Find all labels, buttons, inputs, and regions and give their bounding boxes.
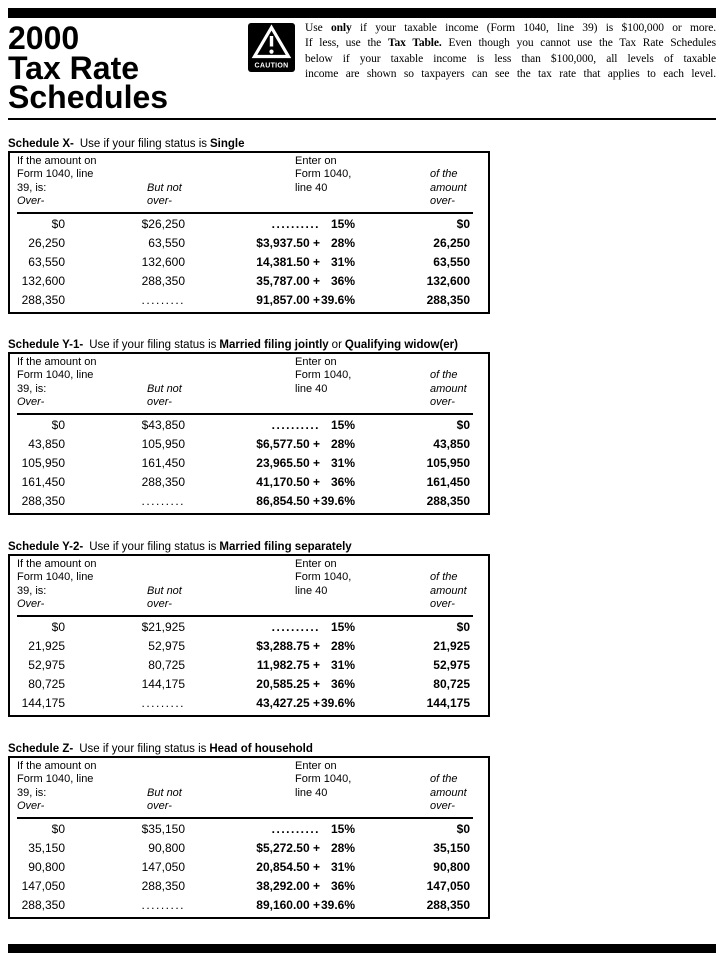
schedule-heading [8,138,608,151]
schedule-section-y1 [8,339,608,508]
col-header-text: 39, is: [17,786,47,799]
col-header-text: line 40 [295,786,328,799]
cell-tax-amount: $5,272.50 + [256,841,320,855]
col-header-enter-on [295,558,351,598]
col-header-text: 39, is: [17,382,47,395]
col-header-text: Enter on [295,558,337,570]
col-header-text: amount [430,181,467,194]
col-header-over [17,155,97,209]
cell-but-not-over: 63,550 [148,236,185,250]
header-rule [17,413,473,415]
schedule-status-2: Qualifying widow(er) [344,339,458,351]
schedule-section-x [8,138,608,307]
table-row [10,839,488,858]
table-row [10,694,488,713]
notice-text: Even though you cannot use the Tax Rate Schedules [441,37,716,50]
cell-tax-amount: 23,965.50 + [256,456,320,470]
cell-but-not-over: $35,150 [141,822,185,836]
col-header-text: Over- [17,195,45,208]
col-header-over [17,356,97,410]
cell-but-not-over: 288,350 [141,475,185,489]
table-row [10,858,488,877]
col-header-text: Form 1040, line [17,571,94,584]
col-header-text: Over- [17,598,45,611]
cell-but-not-over: 288,350 [141,879,185,893]
table-body [10,820,488,915]
cell-over: 63,550 [28,255,65,269]
cell-over: 147,050 [21,879,65,893]
col-header-enter-on [295,760,351,800]
cell-tax-amount: $6,577.50 + [256,437,320,451]
cell-over: 288,350 [21,898,65,912]
schedule-status-conjunction: or [331,339,342,351]
cell-tax-amount: 35,787.00 + [256,274,320,288]
cell-over: 43,850 [28,437,65,451]
document-title [8,20,169,115]
table-row [10,291,488,310]
schedule-name: Schedule Z- [8,743,74,755]
table-row [10,454,488,473]
table-row [10,253,488,272]
cell-but-not-over: 144,175 [141,677,185,691]
cell-tax-rate: 39.6% [320,696,355,710]
cell-of-amount-over: 35,150 [433,841,470,855]
schedule-section-y2 [8,541,608,710]
schedule-heading [8,339,608,352]
col-header-text: Form 1040, [295,168,352,181]
cell-of-amount-over: 132,600 [426,274,470,288]
cell-over: 144,175 [21,696,65,710]
col-header-text: line 40 [295,584,328,597]
col-header-over [17,760,97,814]
header-rule [17,817,473,819]
cell-over: 52,975 [28,658,65,672]
tax-rate-table [8,151,490,314]
schedule-status: Single [210,138,245,150]
cell-tax-amount: $3,288.75 + [256,639,320,653]
cell-tax-amount: 14,381.50 + [256,255,320,269]
col-header-text: of the [430,773,458,786]
col-header-text: Form 1040, [295,773,352,786]
schedule-intro: Use if your filing status is [89,541,217,553]
col-header-text: of the [430,571,458,584]
caution-label: CAUTION [254,62,289,70]
cell-over: 90,800 [28,860,65,874]
col-header-text: Form 1040, line [17,773,94,786]
cell-tax-rate: 36% [330,274,355,288]
table-row [10,820,488,839]
cell-tax-rate: 28% [330,236,355,250]
table-header [10,153,488,214]
cell-over: 288,350 [21,494,65,508]
col-header-text: amount [430,584,467,597]
cell-of-amount-over: 63,550 [433,255,470,269]
cell-of-amount-over: 288,350 [426,898,470,912]
cell-but-not-over: ......... [141,696,185,710]
tax-rate-table [8,756,490,919]
cell-but-not-over: 105,950 [141,437,185,451]
col-header-text: If the amount on [17,356,97,368]
cell-but-not-over: 90,800 [148,841,185,855]
table-row [10,435,488,454]
cell-but-not-over: $21,925 [141,620,185,634]
cell-over: 105,950 [21,456,65,470]
col-header-of-amount-over [430,168,467,208]
cell-tax-amount: .......... [271,620,320,634]
col-header-but-not-over [147,585,182,612]
cell-of-amount-over: 105,950 [426,456,470,470]
cell-tax-amount: .......... [271,418,320,432]
cell-but-not-over: 288,350 [141,274,185,288]
col-header-text: over- [147,195,172,208]
cell-but-not-over: 147,050 [141,860,185,874]
col-header-text: over- [430,800,455,813]
tax-rate-table [8,352,490,515]
cell-but-not-over: 80,725 [148,658,185,672]
schedule-heading [8,743,608,756]
cell-of-amount-over: 288,350 [426,293,470,307]
cell-tax-amount: 20,854.50 + [256,860,320,874]
cell-of-amount-over: 52,975 [433,658,470,672]
col-header-text: amount [430,786,467,799]
table-row [10,618,488,637]
col-header-text: of the [430,369,458,382]
schedule-status: Head of household [209,743,313,755]
col-header-text: line 40 [295,382,328,395]
schedule-status: Married filing separately [219,541,352,553]
schedule-heading [8,541,608,554]
table-body [10,215,488,310]
table-row [10,416,488,435]
schedule-section-z [8,743,608,912]
notice-text: Use [305,22,331,34]
schedule-name: Schedule X- [8,138,74,150]
cell-over: 80,725 [28,677,65,691]
notice-text: below if your taxable income is less than $100,000, all levels of taxable [305,52,716,65]
table-row [10,637,488,656]
cell-tax-rate: 15% [330,418,355,432]
table-row [10,473,488,492]
cell-tax-rate: 31% [330,456,355,470]
col-header-text: over- [147,396,172,409]
cell-tax-rate: 28% [330,841,355,855]
col-header-text: If the amount on [17,760,97,772]
table-body [10,416,488,511]
table-row [10,234,488,253]
col-header-text: Form 1040, line [17,369,94,382]
col-header-text: But not [147,786,182,799]
cell-but-not-over: 52,975 [148,639,185,653]
notice-line [305,36,716,51]
col-header-of-amount-over [430,571,467,611]
col-header-but-not-over [147,787,182,814]
col-header-of-amount-over [430,773,467,813]
title-year: 2000 [8,20,80,56]
cell-of-amount-over: 144,175 [426,696,470,710]
col-header-text: Enter on [295,356,337,368]
cell-over: 161,450 [21,475,65,489]
col-header-text: If the amount on [17,558,97,570]
col-header-text: line 40 [295,181,328,194]
table-body [10,618,488,713]
table-row [10,675,488,694]
header-rule [17,615,473,617]
table-header [10,758,488,819]
schedule-intro: Use if your filing status is [89,339,217,351]
col-header-text: Over- [17,800,45,813]
cell-over: 132,600 [21,274,65,288]
table-row [10,215,488,234]
cell-over: 21,925 [28,639,65,653]
col-header-text: But not [147,181,182,194]
cell-of-amount-over: 161,450 [426,475,470,489]
cell-over: 35,150 [28,841,65,855]
cell-of-amount-over: 147,050 [426,879,470,893]
cell-over: $0 [51,822,65,836]
col-header-text: over- [430,598,455,611]
cell-tax-amount: 38,292.00 + [256,879,320,893]
table-row [10,656,488,675]
cell-tax-rate: 28% [330,639,355,653]
cell-of-amount-over: $0 [456,418,470,432]
col-header-text: amount [430,382,467,395]
cell-but-not-over: ......... [141,898,185,912]
cell-over: $0 [51,418,65,432]
cell-tax-amount: $3,937.50 + [256,236,320,250]
table-header [10,354,488,415]
cell-tax-amount: .......... [271,217,320,231]
col-header-text: over- [430,195,455,208]
col-header-text: If the amount on [17,155,97,167]
table-header [10,556,488,617]
cell-tax-rate: 28% [330,437,355,451]
cell-over: 26,250 [28,236,65,250]
cell-of-amount-over: 80,725 [433,677,470,691]
cell-of-amount-over: 90,800 [433,860,470,874]
cell-tax-rate: 39.6% [320,293,355,307]
cell-tax-amount: .......... [271,822,320,836]
notice-text: income are shown so taxpayers can see the tax rate that applies to each level. [305,67,716,80]
cell-tax-rate: 36% [330,475,355,489]
schedule-status: Married filing jointly [219,339,329,351]
cell-tax-amount: 43,427.25 + [256,696,320,710]
col-header-text: Form 1040, [295,571,352,584]
cell-of-amount-over: $0 [456,217,470,231]
col-header-text: over- [147,800,172,813]
title-rule [8,118,716,120]
cell-tax-rate: 15% [330,822,355,836]
cell-over: $0 [51,620,65,634]
notice-bold-text: only [330,22,352,34]
col-header-text: Enter on [295,760,337,772]
cell-tax-amount: 20,585.25 + [256,677,320,691]
cell-tax-rate: 31% [330,860,355,874]
col-header-text: Enter on [295,155,337,167]
schedule-intro: Use if your filing status is [79,138,208,150]
cell-but-not-over: ......... [141,293,185,307]
bottom-bar [8,944,716,953]
schedule-name: Schedule Y-1- [8,339,84,351]
table-row [10,877,488,896]
col-header-enter-on [295,155,351,195]
cell-but-not-over: 132,600 [141,255,185,269]
caution-icon [248,23,295,72]
cell-of-amount-over: $0 [456,822,470,836]
cell-tax-amount: 11,982.75 + [256,658,320,672]
notice-text: if your taxable income (Form 1040, line 39) is $100,000 or more. [351,22,716,34]
col-header-of-amount-over [430,369,467,409]
cell-tax-rate: 31% [330,658,355,672]
cell-tax-rate: 15% [330,620,355,634]
cell-tax-amount: 86,854.50 + [256,494,320,508]
cell-of-amount-over: 21,925 [433,639,470,653]
cell-tax-rate: 39.6% [320,494,355,508]
title-line-2: Schedules [8,79,169,115]
cell-tax-rate: 36% [330,879,355,893]
cell-of-amount-over: 288,350 [426,494,470,508]
schedule-intro: Use if your filing status is [79,743,207,755]
table-row [10,272,488,291]
cell-tax-rate: 36% [330,677,355,691]
col-header-text: over- [430,396,455,409]
notice-line [305,67,716,82]
cell-but-not-over: $26,250 [141,217,185,231]
cell-tax-amount: 89,160.00 + [256,898,320,912]
cell-tax-rate: 39.6% [320,898,355,912]
table-row [10,896,488,915]
tax-rate-table [8,554,490,717]
col-header-text: But not [147,382,182,395]
top-bar [8,8,716,18]
col-header-text: of the [430,168,458,181]
cell-of-amount-over: $0 [456,620,470,634]
col-header-text: over- [147,598,172,611]
col-header-but-not-over [147,182,182,209]
caution-triangle-icon [248,23,295,72]
title-line-1: Tax Rate [8,49,140,86]
col-header-text: Form 1040, line [17,168,94,181]
cell-tax-rate: 15% [330,217,355,231]
cell-over: $0 [51,217,65,231]
cell-tax-amount: 41,170.50 + [256,475,320,489]
cell-but-not-over: 161,450 [141,456,185,470]
cell-but-not-over: ......... [141,494,185,508]
notice-line [305,21,716,36]
col-header-text: Over- [17,396,45,409]
notice-paragraph [305,21,716,82]
cell-of-amount-over: 43,850 [433,437,470,451]
col-header-text: 39, is: [17,181,47,194]
notice-bold-text: Tax Table. [387,37,442,50]
col-header-text: Form 1040, [295,369,352,382]
col-header-enter-on [295,356,351,396]
cell-over: 288,350 [21,293,65,307]
notice-text: If less, use the [305,37,388,50]
cell-but-not-over: $43,850 [141,418,185,432]
cell-of-amount-over: 26,250 [433,236,470,250]
schedule-name: Schedule Y-2- [8,541,84,553]
col-header-over [17,558,97,612]
cell-tax-amount: 91,857.00 + [256,293,320,307]
col-header-text: But not [147,584,182,597]
col-header-but-not-over [147,383,182,410]
notice-line [305,52,716,67]
col-header-text: 39, is: [17,584,47,597]
cell-tax-rate: 31% [330,255,355,269]
header-rule [17,212,473,214]
table-row [10,492,488,511]
